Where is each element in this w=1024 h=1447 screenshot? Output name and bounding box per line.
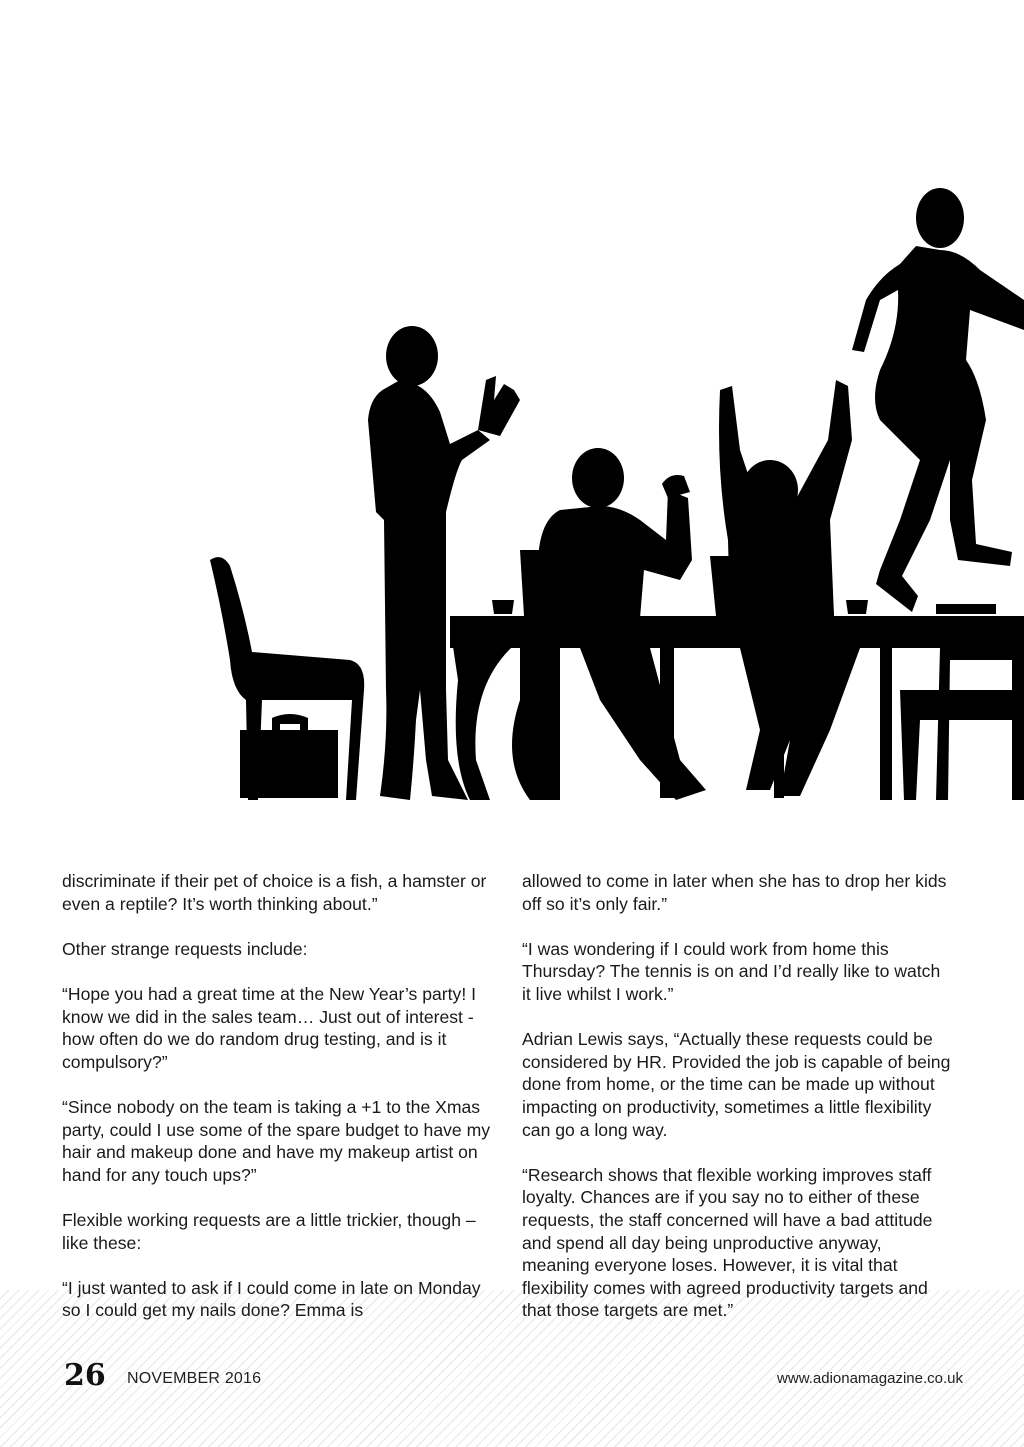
article-column-left bbox=[62, 870, 492, 1344]
paragraph: Flexible working requests are a little trickier, though – like these: bbox=[62, 1209, 476, 1253]
page-footer bbox=[0, 1358, 1024, 1398]
paragraph: allowed to come in later when she has to drop her kids off so it’s only fair.” bbox=[522, 871, 947, 914]
paragraph: “Hope you had a great time at the New Year’s party! I know we did in the sales team… Just out of interest - how often do we do random drug testing, and is it compulsory?” bbox=[62, 983, 477, 1072]
article-column-right bbox=[522, 870, 952, 1344]
paragraph: “I was wondering if I could work from home this Thursday? The tennis is on and I’d really like to watch it live whilst I work.” bbox=[522, 938, 941, 1004]
paragraph: “Since nobody on the team is taking a +1 to the Xmas party, could I use some of the spare budget to have my hair and makeup done and have my makeup artist on hand for any touch ups?” bbox=[62, 1096, 491, 1185]
paragraph: Other strange requests include: bbox=[62, 938, 308, 959]
paragraph: “Research shows that flexible working improves staff loyalty. Chances are if you say no to either of these requests, the staff concerned will have a bad attitude and spend all day being unproductive anyway, meaning everyone loses. However, it is vital that flexibility comes with agreed productivity targets and that those targets are met.” bbox=[522, 1164, 933, 1321]
paragraph: Adrian Lewis says, “Actually these requests could be considered by HR. Provided the job is capable of being done from home, or the time can be made up without impacting on productivity, sometimes a little flexibility can go a long way. bbox=[522, 1029, 951, 1140]
paragraph: discriminate if their pet of choice is a fish, a hamster or even a reptile? It’s worth thinking about.” bbox=[62, 871, 487, 914]
page-number: 26 bbox=[64, 1358, 106, 1393]
website-link[interactable]: www.adionamagazine.co.uk bbox=[777, 1370, 963, 1387]
paragraph: “I just wanted to ask if I could come in late on Monday so I could get my nails done? Emma is bbox=[62, 1277, 481, 1321]
issue-date: NOVEMBER 2016 bbox=[127, 1370, 262, 1387]
